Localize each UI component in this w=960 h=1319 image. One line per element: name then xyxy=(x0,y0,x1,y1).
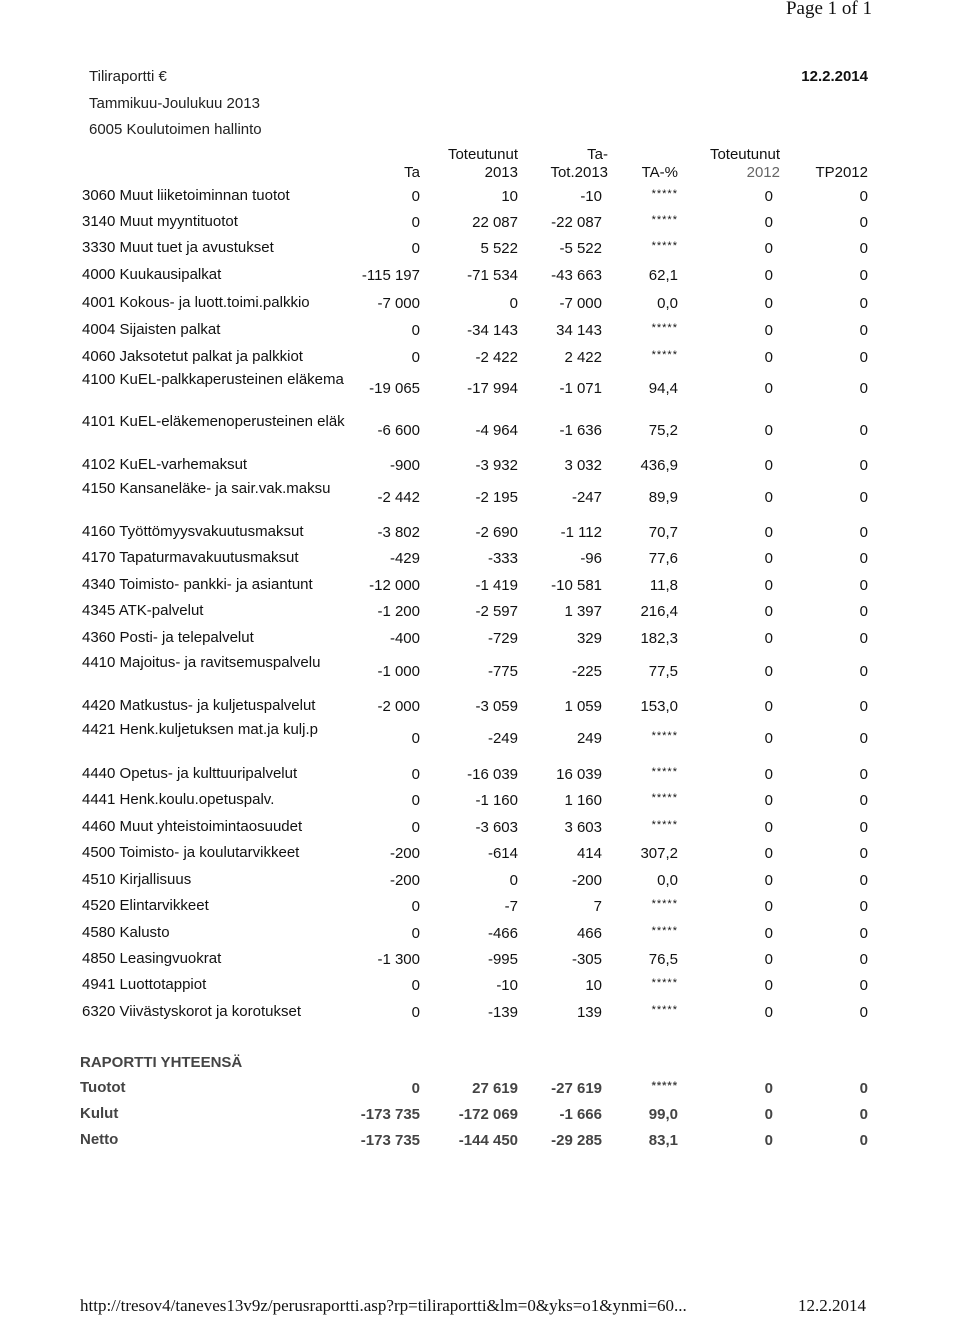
col-header-diff-line2: Tot.2013 xyxy=(550,164,608,181)
cell-diff: -1 071 xyxy=(559,380,602,397)
report-unit: 6005 Koulutoimen hallinto xyxy=(89,121,262,138)
cell-pct: ***** xyxy=(651,214,678,226)
cell-ta: -2 000 xyxy=(377,698,420,715)
cell-ta: 0 xyxy=(411,766,420,783)
col-header-tot2012-line2: 2012 xyxy=(746,164,780,181)
cell-tp: 0 xyxy=(859,792,868,809)
cell-pct: ***** xyxy=(651,819,678,831)
cell-pct: 307,2 xyxy=(640,845,678,862)
row-label: 4100 KuEL-palkkaperusteinen eläkema xyxy=(82,371,344,388)
cell-ta: 0 xyxy=(411,792,420,809)
cell-pct: 76,5 xyxy=(648,951,678,968)
row-label: 4150 Kansaneläke- ja sair.vak.maksu xyxy=(82,480,331,497)
cell-tp: 0 xyxy=(859,845,868,862)
cell-tp: 0 xyxy=(859,577,868,594)
cell-tp: 0 xyxy=(859,872,868,889)
cell-tot: -144 450 xyxy=(458,1132,518,1149)
cell-ta: -1 300 xyxy=(377,951,420,968)
cell-tot: 22 087 xyxy=(472,214,518,231)
cell-ta: -173 735 xyxy=(360,1106,420,1123)
row-label: 4580 Kalusto xyxy=(82,924,170,941)
cell-ta: -200 xyxy=(389,872,420,889)
cell-tot12: 0 xyxy=(764,380,773,397)
cell-tot12: 0 xyxy=(764,898,773,915)
cell-tot: 0 xyxy=(509,295,518,312)
cell-ta: -429 xyxy=(389,550,420,567)
cell-tot12: 0 xyxy=(764,766,773,783)
cell-pct: 77,6 xyxy=(648,550,678,567)
cell-ta: 0 xyxy=(411,819,420,836)
cell-tot12: 0 xyxy=(764,188,773,205)
col-header-diff xyxy=(550,146,608,182)
cell-tot: -71 534 xyxy=(467,267,518,284)
cell-tot: -729 xyxy=(487,630,518,647)
col-header-tot2012 xyxy=(710,146,780,182)
cell-tot: -16 039 xyxy=(467,766,518,783)
cell-tot: -3 059 xyxy=(475,698,518,715)
cell-tot12: 0 xyxy=(764,349,773,366)
row-label: 4340 Toimisto- pankki- ja asiantunt xyxy=(82,576,313,593)
cell-ta: -6 600 xyxy=(377,422,420,439)
cell-diff: -43 663 xyxy=(551,267,602,284)
cell-tp: 0 xyxy=(859,349,868,366)
cell-tp: 0 xyxy=(859,1004,868,1021)
cell-pct: 0,0 xyxy=(657,872,678,889)
col-header-diff-line1: Ta- xyxy=(587,146,608,163)
cell-tot12: 0 xyxy=(764,457,773,474)
cell-tot: -172 069 xyxy=(458,1106,518,1123)
col-header-tot2013 xyxy=(448,146,518,182)
cell-tp: 0 xyxy=(859,730,868,747)
row-label: 4500 Toimisto- ja koulutarvikkeet xyxy=(82,844,300,861)
cell-pct: 436,9 xyxy=(640,457,678,474)
cell-pct: ***** xyxy=(651,792,678,804)
cell-tot12: 0 xyxy=(764,1080,773,1097)
report-date: 12.2.2014 xyxy=(801,68,868,85)
cell-diff: 16 039 xyxy=(556,766,602,783)
cell-pct: 182,3 xyxy=(640,630,678,647)
cell-tp: 0 xyxy=(859,1106,868,1123)
cell-tp: 0 xyxy=(859,1080,868,1097)
cell-tp: 0 xyxy=(859,214,868,231)
cell-tot12: 0 xyxy=(764,577,773,594)
cell-tot12: 0 xyxy=(764,267,773,284)
cell-tp: 0 xyxy=(859,819,868,836)
cell-tot: -7 xyxy=(504,898,518,915)
cell-diff: -96 xyxy=(580,550,602,567)
col-header-ta-label: Ta xyxy=(404,164,420,181)
cell-tot: -614 xyxy=(487,845,518,862)
cell-tot: -2 597 xyxy=(475,603,518,620)
cell-tp: 0 xyxy=(859,1132,868,1149)
cell-diff: 139 xyxy=(576,1004,602,1021)
cell-pct: ***** xyxy=(651,240,678,252)
cell-ta: 0 xyxy=(411,1004,420,1021)
cell-ta: 0 xyxy=(411,898,420,915)
cell-tot: -4 964 xyxy=(475,422,518,439)
report-period: Tammikuu-Joulukuu 2013 xyxy=(89,95,260,112)
cell-pct: ***** xyxy=(651,322,678,334)
cell-diff: 1 160 xyxy=(564,792,602,809)
cell-tot12: 0 xyxy=(764,550,773,567)
cell-tot: -3 603 xyxy=(475,819,518,836)
cell-ta: -173 735 xyxy=(360,1132,420,1149)
cell-tp: 0 xyxy=(859,380,868,397)
cell-tot: -3 932 xyxy=(475,457,518,474)
cell-tot12: 0 xyxy=(764,925,773,942)
cell-pct: 0,0 xyxy=(657,295,678,312)
cell-tp: 0 xyxy=(859,925,868,942)
footer-date: 12.2.2014 xyxy=(798,1296,866,1315)
cell-tot: -466 xyxy=(487,925,518,942)
cell-diff: 34 143 xyxy=(556,322,602,339)
cell-pct: ***** xyxy=(651,1004,678,1016)
row-label: 4520 Elintarvikkeet xyxy=(82,897,209,914)
row-label: 4360 Posti- ja telepalvelut xyxy=(82,629,254,646)
row-label: 4941 Luottotappiot xyxy=(82,976,207,993)
cell-diff: -7 000 xyxy=(559,295,602,312)
cell-diff: 1 397 xyxy=(564,603,602,620)
cell-pct: 83,1 xyxy=(648,1132,678,1149)
row-label: 6320 Viivästyskorot ja korotukset xyxy=(82,1003,302,1020)
cell-tot12: 0 xyxy=(764,845,773,862)
cell-tot: -17 994 xyxy=(467,380,518,397)
cell-tot12: 0 xyxy=(764,1132,773,1149)
cell-ta: -12 000 xyxy=(369,577,420,594)
cell-ta: -1 000 xyxy=(377,663,420,680)
row-label: Netto xyxy=(80,1131,119,1148)
cell-pct: 89,9 xyxy=(648,489,678,506)
cell-tp: 0 xyxy=(859,295,868,312)
cell-tp: 0 xyxy=(859,422,868,439)
cell-diff: 10 xyxy=(585,977,602,994)
cell-tot: -333 xyxy=(487,550,518,567)
row-label: 4004 Sijaisten palkat xyxy=(82,321,221,338)
cell-diff: -305 xyxy=(571,951,602,968)
col-header-pct-label: TA-% xyxy=(641,164,678,181)
page-number: Page 1 of 1 xyxy=(785,0,872,19)
cell-pct: ***** xyxy=(651,349,678,361)
cell-tp: 0 xyxy=(859,898,868,915)
cell-diff: -22 087 xyxy=(551,214,602,231)
cell-tp: 0 xyxy=(859,550,868,567)
row-label: 4102 KuEL-varhemaksut xyxy=(82,456,248,473)
cell-pct: 70,7 xyxy=(648,524,678,541)
cell-pct: 75,2 xyxy=(648,422,678,439)
cell-pct: ***** xyxy=(651,730,678,742)
cell-tp: 0 xyxy=(859,188,868,205)
cell-tp: 0 xyxy=(859,630,868,647)
row-label: 4850 Leasingvuokrat xyxy=(82,950,222,967)
cell-pct: ***** xyxy=(651,1080,678,1092)
cell-ta: -200 xyxy=(389,845,420,862)
row-label: 4345 ATK-palvelut xyxy=(82,602,204,619)
cell-tot12: 0 xyxy=(764,819,773,836)
cell-diff: -1 112 xyxy=(560,524,602,541)
cell-tot12: 0 xyxy=(764,524,773,541)
cell-tp: 0 xyxy=(859,603,868,620)
cell-tp: 0 xyxy=(859,698,868,715)
row-label: 3140 Muut myyntituotot xyxy=(82,213,238,230)
cell-diff: -1 636 xyxy=(559,422,602,439)
cell-ta: 0 xyxy=(411,1080,420,1097)
cell-pct: 94,4 xyxy=(648,380,678,397)
cell-ta: 0 xyxy=(411,322,420,339)
cell-diff: -29 285 xyxy=(551,1132,602,1149)
cell-ta: 0 xyxy=(411,925,420,942)
row-label: 4440 Opetus- ja kulttuuripalvelut xyxy=(82,765,298,782)
cell-tp: 0 xyxy=(859,977,868,994)
row-label: 4460 Muut yhteistoimintaosuudet xyxy=(82,818,303,835)
cell-tot12: 0 xyxy=(764,422,773,439)
cell-pct: ***** xyxy=(651,925,678,937)
cell-tot: -249 xyxy=(487,730,518,747)
cell-diff: 3 032 xyxy=(564,457,602,474)
summary-title: RAPORTTI YHTEENSÄ xyxy=(80,1054,243,1071)
cell-ta: -115 197 xyxy=(361,267,420,284)
cell-tot: -2 422 xyxy=(475,349,518,366)
cell-ta: 0 xyxy=(411,977,420,994)
cell-ta: 0 xyxy=(411,349,420,366)
cell-tot: -995 xyxy=(487,951,518,968)
cell-pct: 153,0 xyxy=(640,698,678,715)
cell-ta: 0 xyxy=(411,730,420,747)
cell-tp: 0 xyxy=(859,766,868,783)
cell-diff: -5 522 xyxy=(559,240,602,257)
cell-diff: -27 619 xyxy=(551,1080,602,1097)
cell-tot: -10 xyxy=(496,977,518,994)
col-header-tp2012-label: TP2012 xyxy=(815,164,868,181)
cell-diff: 1 059 xyxy=(564,698,602,715)
row-label: 4060 Jaksotetut palkat ja palkkiot xyxy=(82,348,303,365)
row-label: Tuotot xyxy=(80,1079,126,1096)
row-label: 4441 Henk.koulu.opetuspalv. xyxy=(82,791,275,808)
cell-tot12: 0 xyxy=(764,663,773,680)
cell-pct: 77,5 xyxy=(648,663,678,680)
cell-tot12: 0 xyxy=(764,730,773,747)
cell-tot12: 0 xyxy=(764,295,773,312)
cell-diff: -10 581 xyxy=(551,577,602,594)
cell-tot12: 0 xyxy=(764,630,773,647)
cell-pct: 11,8 xyxy=(649,577,678,594)
cell-ta: 0 xyxy=(411,188,420,205)
col-header-ta xyxy=(404,164,420,182)
row-label: Kulut xyxy=(80,1105,119,1122)
footer-url: http://tresov4/taneves13v9z/perusraportti.asp?rp=tiliraportti&lm=0&yks=o1&ynmi=60... xyxy=(80,1296,687,1315)
cell-tp: 0 xyxy=(859,457,868,474)
cell-tp: 0 xyxy=(859,240,868,257)
cell-tot: 5 522 xyxy=(480,240,518,257)
row-label: 4510 Kirjallisuus xyxy=(82,871,192,888)
row-label: 4001 Kokous- ja luott.toimi.palkkio xyxy=(82,294,310,311)
cell-ta: -7 000 xyxy=(377,295,420,312)
row-label: 4170 Tapaturmavakuutusmaksut xyxy=(82,549,299,566)
cell-diff: 249 xyxy=(576,730,602,747)
cell-tot12: 0 xyxy=(764,603,773,620)
cell-pct: 62,1 xyxy=(648,267,678,284)
cell-diff: -1 666 xyxy=(559,1106,602,1123)
cell-ta: -2 442 xyxy=(377,489,420,506)
row-label: 4410 Majoitus- ja ravitsemuspalvelu xyxy=(82,654,321,671)
cell-ta: 0 xyxy=(411,214,420,231)
cell-tot: -2 690 xyxy=(475,524,518,541)
cell-tot: 0 xyxy=(509,872,518,889)
cell-pct: ***** xyxy=(651,977,678,989)
cell-tot12: 0 xyxy=(764,240,773,257)
col-header-tot2013-line2: 2013 xyxy=(484,164,518,181)
row-label: 4160 Työttömyysvakuutusmaksut xyxy=(82,523,304,540)
cell-tot12: 0 xyxy=(764,951,773,968)
cell-tot: -2 195 xyxy=(475,489,518,506)
cell-ta: -3 802 xyxy=(377,524,420,541)
col-header-pct xyxy=(642,164,678,182)
cell-ta: -1 200 xyxy=(377,603,420,620)
cell-tot: -34 143 xyxy=(467,322,518,339)
cell-ta: -400 xyxy=(389,630,420,647)
row-label: 3330 Muut tuet ja avustukset xyxy=(82,239,274,256)
row-label: 4421 Henk.kuljetuksen mat.ja kulj.p xyxy=(82,721,318,738)
cell-ta: 0 xyxy=(411,240,420,257)
cell-diff: -200 xyxy=(571,872,602,889)
cell-tot12: 0 xyxy=(764,1004,773,1021)
cell-tot: 27 619 xyxy=(472,1080,518,1097)
cell-pct: ***** xyxy=(651,766,678,778)
cell-diff: 2 422 xyxy=(564,349,602,366)
cell-diff: 414 xyxy=(576,845,602,862)
cell-pct: 99,0 xyxy=(648,1106,678,1123)
cell-diff: -247 xyxy=(571,489,602,506)
cell-tot: -1 160 xyxy=(475,792,518,809)
cell-tot12: 0 xyxy=(764,792,773,809)
row-label: 3060 Muut liiketoiminnan tuotot xyxy=(82,187,290,204)
cell-tot: -139 xyxy=(487,1004,518,1021)
cell-tot12: 0 xyxy=(764,698,773,715)
cell-diff: -225 xyxy=(571,663,602,680)
col-header-tot2012-line1: Toteutunut xyxy=(709,146,780,163)
row-label: 4101 KuEL-eläkemenoperusteinen eläk xyxy=(82,413,345,430)
cell-diff: 7 xyxy=(593,898,602,915)
cell-diff: 3 603 xyxy=(564,819,602,836)
cell-diff: 329 xyxy=(576,630,602,647)
col-header-tp2012 xyxy=(815,164,868,182)
row-label: 4420 Matkustus- ja kuljetuspalvelut xyxy=(82,697,316,714)
cell-ta: -900 xyxy=(389,457,420,474)
cell-pct: ***** xyxy=(651,188,678,200)
cell-tp: 0 xyxy=(859,267,868,284)
cell-tp: 0 xyxy=(859,524,868,541)
cell-tot12: 0 xyxy=(764,322,773,339)
cell-tot12: 0 xyxy=(764,872,773,889)
cell-tp: 0 xyxy=(859,322,868,339)
cell-tot12: 0 xyxy=(764,977,773,994)
cell-diff: -10 xyxy=(580,188,602,205)
cell-tot12: 0 xyxy=(764,214,773,231)
cell-tp: 0 xyxy=(859,663,868,680)
cell-tp: 0 xyxy=(859,951,868,968)
cell-ta: -19 065 xyxy=(369,380,420,397)
cell-tot: 10 xyxy=(501,188,518,205)
cell-tp: 0 xyxy=(859,489,868,506)
cell-tot: -1 419 xyxy=(475,577,518,594)
cell-pct: 216,4 xyxy=(640,603,678,620)
cell-tot: -775 xyxy=(487,663,518,680)
cell-diff: 466 xyxy=(576,925,602,942)
cell-tot12: 0 xyxy=(764,489,773,506)
col-header-tot2013-line1: Toteutunut xyxy=(447,146,518,163)
report-title: Tiliraportti € xyxy=(89,68,167,85)
cell-pct: ***** xyxy=(651,898,678,910)
row-label: 4000 Kuukausipalkat xyxy=(82,266,222,283)
cell-tot12: 0 xyxy=(764,1106,773,1123)
